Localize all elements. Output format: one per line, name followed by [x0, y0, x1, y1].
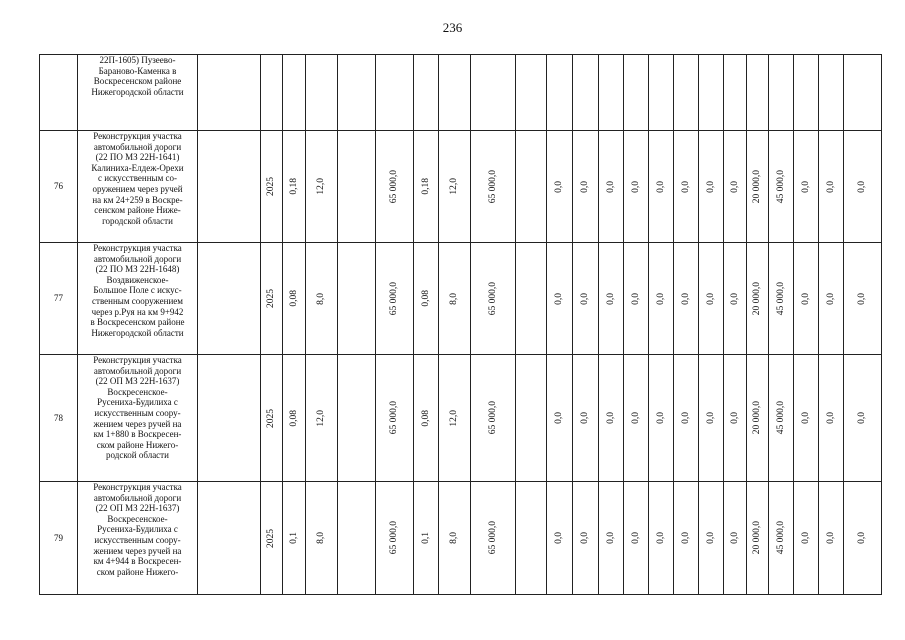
value-text: 0,1 [288, 532, 299, 544]
value-cell [624, 482, 649, 595]
value-text: 20 000,0 [752, 521, 763, 555]
value-cell [794, 55, 819, 131]
value-cell [649, 355, 674, 482]
value-cell [573, 243, 599, 355]
value-cell [794, 131, 819, 243]
object-name [78, 131, 198, 243]
object-name-line: Нижегородской области [91, 327, 184, 338]
object-name-line: искусственным соору- [94, 534, 181, 545]
value-text: 45 000,0 [775, 281, 786, 316]
value-cell [338, 243, 376, 355]
value-text: 65 000,0 [389, 281, 400, 316]
value-cell [376, 55, 414, 131]
value-cell [439, 243, 471, 355]
value-text: 65 000,0 [389, 401, 400, 435]
row-number: 77 [40, 243, 78, 355]
value-cell [624, 355, 649, 482]
row-number: 76 [40, 131, 78, 243]
value-text: 0,0 [580, 412, 591, 424]
value-cell [769, 355, 794, 482]
value-text: 0,0 [680, 292, 691, 305]
value-text: 0,0 [705, 532, 716, 544]
value-cell [724, 131, 747, 243]
value-cell [769, 131, 794, 243]
object-name-line: ственным сооружением [92, 295, 183, 306]
value-cell [699, 243, 724, 355]
empty-cell [198, 55, 261, 131]
value-cell [573, 355, 599, 482]
object-name [78, 482, 198, 595]
value-cell [547, 243, 573, 355]
value-cell [724, 55, 747, 131]
table-row [40, 243, 882, 355]
value-cell [769, 55, 794, 131]
value-text: 0,18 [288, 178, 299, 195]
value-text: 12,0 [449, 178, 460, 195]
value-text: 2025 [266, 289, 277, 308]
value-text: 0,0 [655, 180, 666, 193]
value-cell [306, 131, 338, 243]
object-name [78, 55, 198, 131]
value-cell [724, 355, 747, 482]
value-text: 0,0 [554, 180, 565, 193]
row-number: 79 [40, 482, 78, 595]
page-number: 236 [442, 20, 463, 35]
value-cell [819, 55, 844, 131]
value-text: 65 000,0 [487, 169, 498, 204]
value-cell [471, 55, 516, 131]
value-text: 0,0 [705, 180, 716, 193]
value-text: 0,0 [825, 412, 836, 424]
value-text: 2025 [266, 177, 277, 196]
value-cell [819, 355, 844, 482]
object-name-line: через р.Руя на км 9+942 [91, 306, 184, 317]
value-cell [376, 243, 414, 355]
table-row [40, 355, 882, 482]
value-cell [338, 55, 376, 131]
value-cell [724, 482, 747, 595]
value-text: 0,0 [857, 532, 868, 544]
value-text: 0,0 [800, 292, 811, 305]
object-name-line: искусственным соору- [94, 407, 181, 418]
value-text: 0,0 [705, 292, 716, 305]
value-text: 8,0 [316, 532, 327, 544]
value-cell [674, 243, 699, 355]
value-cell [844, 355, 882, 482]
value-cell [819, 131, 844, 243]
value-text: 0,0 [605, 532, 616, 544]
value-text: 20 000,0 [752, 401, 763, 435]
value-text: 0,0 [630, 292, 641, 305]
value-cell [471, 482, 516, 595]
object-name-line: ском районе Нижего- [96, 566, 179, 577]
object-name-line: в Воскресенском районе [90, 317, 185, 328]
value-text: 0,0 [680, 412, 691, 424]
value-text: 8,0 [449, 292, 460, 305]
value-cell [439, 55, 471, 131]
value-cell [699, 55, 724, 131]
value-text: 0,0 [655, 412, 666, 424]
value-cell [516, 243, 547, 355]
value-text: 0,0 [655, 532, 666, 544]
value-text: 0,0 [729, 180, 740, 193]
object-name-line: оружением через ручей [92, 183, 183, 194]
value-cell [819, 482, 844, 595]
object-name-line: Большое Поле с искус- [93, 285, 182, 296]
value-text: 0,0 [554, 412, 565, 424]
value-text: 2025 [266, 528, 277, 548]
value-text: 0,0 [705, 412, 716, 424]
value-text: 0,08 [288, 290, 299, 307]
value-text: 45 000,0 [775, 401, 786, 435]
value-cell [674, 55, 699, 131]
value-cell [414, 355, 439, 482]
value-cell [306, 355, 338, 482]
value-text: 2025 [266, 408, 277, 428]
object-name-line: Русениха-Будилиха с [97, 397, 178, 408]
value-cell [283, 55, 306, 131]
value-text: 0,0 [630, 180, 641, 193]
value-text: 0,08 [420, 290, 431, 307]
value-text: 0,0 [800, 532, 811, 544]
value-cell [674, 355, 699, 482]
value-cell [769, 482, 794, 595]
value-text: 20 000,0 [752, 169, 763, 204]
object-name-line: (22 ПО МЗ 22Н-1641) [95, 152, 180, 163]
object-name-line: жением через ручей на [93, 545, 182, 556]
row-number [40, 55, 78, 131]
value-text: 0,0 [605, 412, 616, 424]
object-name-line: Реконструкция участка [93, 355, 182, 365]
value-text: 65 000,0 [487, 401, 498, 435]
object-name-line: сенском районе Нижe- [94, 205, 181, 216]
value-cell [573, 55, 599, 131]
object-name-line: Реконструкция участка [93, 131, 182, 141]
value-text: 0,0 [857, 180, 868, 193]
value-cell [283, 482, 306, 595]
value-cell [547, 482, 573, 595]
object-name-line: Воскресенское- [107, 513, 168, 524]
empty-cell [198, 482, 261, 595]
value-cell [747, 355, 769, 482]
object-name-line: Реконструкция участка [93, 482, 182, 492]
object-name-line: жением через ручей на [93, 418, 182, 429]
value-cell [844, 131, 882, 243]
value-cell [844, 55, 882, 131]
value-text: 0,0 [580, 292, 591, 305]
value-cell [414, 55, 439, 131]
object-name-line: автомобильной дороги [93, 365, 182, 376]
value-cell [649, 131, 674, 243]
value-cell [747, 55, 769, 131]
value-cell [283, 131, 306, 243]
value-text: 0,0 [857, 292, 868, 305]
value-text: 0,0 [605, 180, 616, 193]
value-cell [844, 482, 882, 595]
object-name-line: Воскресенское- [107, 386, 168, 397]
object-name-line: ском районе Нижего- [96, 439, 179, 450]
value-cell [376, 482, 414, 595]
value-cell [471, 243, 516, 355]
value-text: 0,1 [420, 532, 431, 544]
value-cell [261, 243, 283, 355]
value-cell [516, 482, 547, 595]
value-cell [674, 131, 699, 243]
object-name-line: автомобильной дороги [93, 492, 182, 503]
value-cell [844, 243, 882, 355]
value-text: 0,0 [580, 180, 591, 193]
object-name [78, 355, 198, 482]
value-cell [624, 131, 649, 243]
value-cell [794, 355, 819, 482]
value-cell [439, 482, 471, 595]
value-text: 0,0 [605, 292, 616, 305]
value-text: 12,0 [316, 178, 327, 195]
value-text: 0,0 [800, 180, 811, 193]
value-text: 0,0 [729, 532, 740, 544]
value-text: 20 000,0 [752, 281, 763, 316]
value-cell [599, 482, 624, 595]
value-cell [439, 355, 471, 482]
value-text: 0,0 [680, 532, 691, 544]
value-cell [414, 131, 439, 243]
value-cell [624, 243, 649, 355]
value-cell [516, 355, 547, 482]
value-cell [439, 131, 471, 243]
empty-cell [198, 131, 261, 243]
value-text: 65 000,0 [389, 521, 400, 555]
value-text: 45 000,0 [775, 521, 786, 555]
value-cell [747, 243, 769, 355]
value-cell [414, 243, 439, 355]
value-cell [624, 55, 649, 131]
value-cell [599, 131, 624, 243]
value-cell [819, 243, 844, 355]
value-cell [376, 355, 414, 482]
object-name-line: Бараново-Каменка в [98, 65, 177, 76]
table-row [40, 482, 882, 595]
value-text: 8,0 [316, 292, 327, 305]
value-cell [573, 482, 599, 595]
row-number: 78 [40, 355, 78, 482]
value-cell [261, 55, 283, 131]
value-text: 12,0 [316, 409, 327, 427]
value-text: 0,0 [729, 412, 740, 424]
object-name-line: на км 24+259 в Воскре- [92, 194, 183, 205]
value-cell [338, 131, 376, 243]
value-cell [699, 131, 724, 243]
value-text: 65 000,0 [487, 281, 498, 316]
object-name-line: Реконструкция участка [93, 243, 182, 253]
value-cell [599, 55, 624, 131]
object-name-line: автомобильной дороги [93, 253, 182, 264]
value-text: 0,0 [729, 292, 740, 305]
value-cell [261, 131, 283, 243]
object-name-line: Воскресенском районе [93, 76, 182, 87]
value-cell [724, 243, 747, 355]
value-text: 0,0 [680, 180, 691, 193]
object-name-line: автомобильной дороги [93, 141, 182, 152]
value-text: 0,0 [630, 412, 641, 424]
value-cell [649, 55, 674, 131]
value-text: 0,0 [857, 412, 868, 424]
empty-cell [198, 243, 261, 355]
value-cell [649, 482, 674, 595]
value-cell [283, 243, 306, 355]
value-cell [283, 355, 306, 482]
value-cell [338, 482, 376, 595]
value-text: 0,0 [554, 292, 565, 305]
table-row [40, 55, 882, 131]
value-cell [547, 131, 573, 243]
value-cell [306, 482, 338, 595]
value-cell [699, 482, 724, 595]
value-cell [599, 243, 624, 355]
value-text: 0,08 [420, 409, 431, 427]
object-name-line: Нижегородской области [91, 86, 184, 97]
data-table [39, 54, 882, 595]
value-cell [414, 482, 439, 595]
object-name-line: км 1+880 в Воскресен- [93, 429, 182, 440]
value-text: 0,0 [580, 532, 591, 544]
object-name-line: (22 ОП МЗ 22Н-1637) [95, 503, 180, 514]
object-name-line: 22П-1605) Пузеево- [99, 55, 176, 65]
value-cell [649, 243, 674, 355]
object-name-line: Воздвиженское- [106, 274, 169, 285]
object-name-line: (22 ОП МЗ 22Н-1637) [95, 376, 180, 387]
value-text: 45 000,0 [775, 169, 786, 204]
value-cell [261, 355, 283, 482]
object-name-line: городской области [102, 215, 173, 226]
value-text: 65 000,0 [487, 521, 498, 555]
value-cell [338, 355, 376, 482]
value-text: 0,08 [288, 409, 299, 427]
value-cell [516, 55, 547, 131]
object-name-line: Калиниха-Елдеж-Орехи [91, 162, 184, 173]
value-cell [794, 243, 819, 355]
value-cell [471, 131, 516, 243]
value-text: 8,0 [449, 532, 460, 544]
value-cell [547, 355, 573, 482]
value-text: 0,0 [800, 412, 811, 424]
object-name-line: (22 ПО МЗ 22Н-1648) [95, 264, 180, 275]
value-text: 0,18 [420, 178, 431, 195]
value-cell [794, 482, 819, 595]
table-row [40, 131, 882, 243]
value-text: 0,0 [825, 292, 836, 305]
object-name [78, 243, 198, 355]
empty-cell [198, 355, 261, 482]
value-cell [599, 355, 624, 482]
value-text: 0,0 [655, 292, 666, 305]
object-name-line: Русениха-Будилиха с [97, 524, 178, 535]
value-text: 65 000,0 [389, 169, 400, 204]
value-cell [376, 131, 414, 243]
object-name-line: родской области [106, 450, 169, 461]
value-cell [747, 482, 769, 595]
object-name-line: км 4+944 в Воскресен- [93, 556, 182, 567]
value-cell [306, 55, 338, 131]
value-text: 0,0 [630, 532, 641, 544]
object-name-line: с искусственным со- [97, 173, 178, 184]
value-cell [471, 355, 516, 482]
value-cell [699, 355, 724, 482]
value-cell [516, 131, 547, 243]
value-cell [261, 482, 283, 595]
value-cell [674, 482, 699, 595]
value-cell [573, 131, 599, 243]
value-text: 0,0 [825, 532, 836, 544]
value-cell [306, 243, 338, 355]
value-text: 0,0 [825, 180, 836, 193]
value-text: 0,0 [554, 532, 565, 544]
value-text: 12,0 [449, 409, 460, 427]
value-cell [547, 55, 573, 131]
value-cell [747, 131, 769, 243]
value-cell [769, 243, 794, 355]
